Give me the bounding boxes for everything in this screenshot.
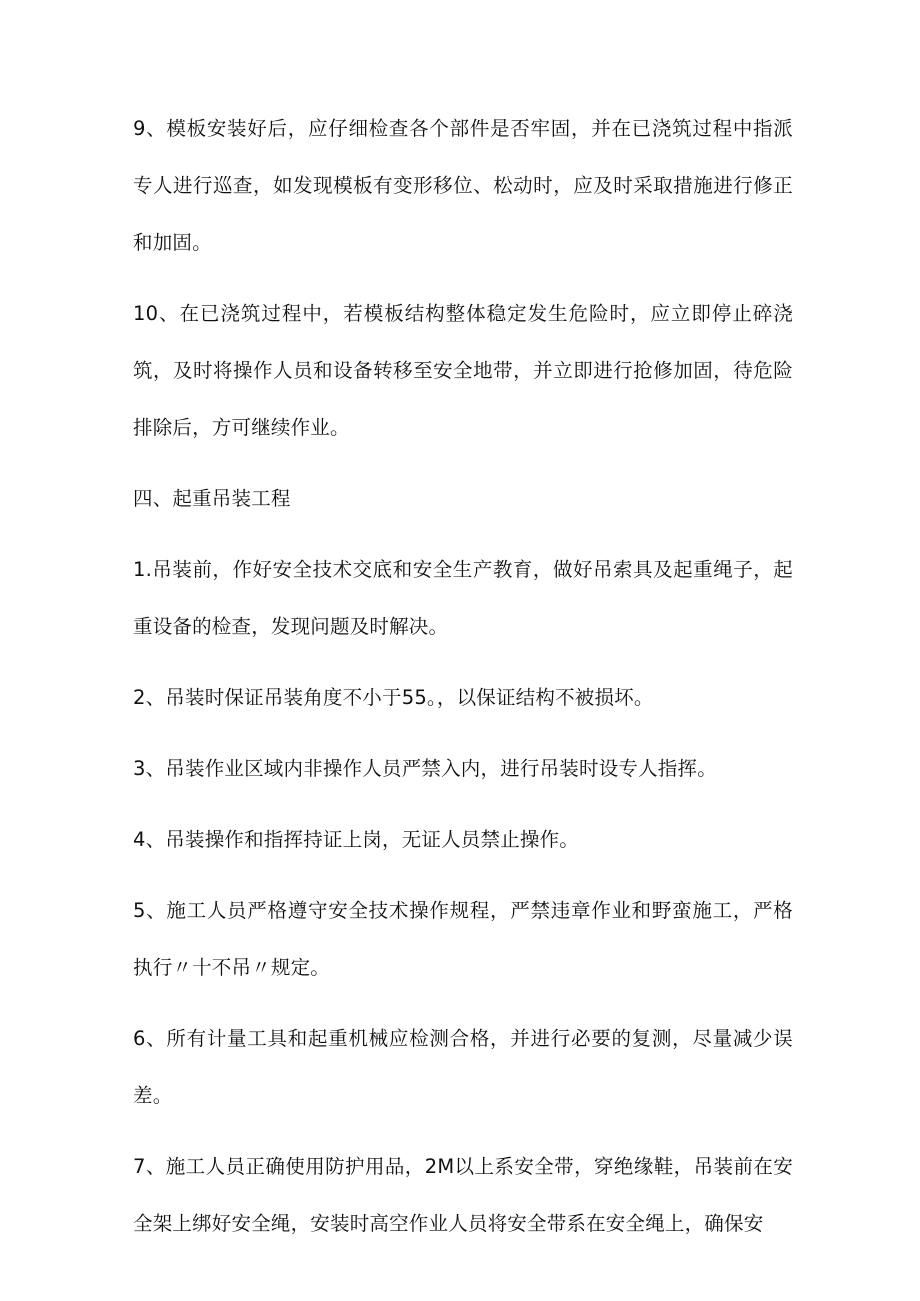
paragraph-item-3: 3、吊装作业区域内非操作人员严禁入内，进行吊装时设专人指挥。: [133, 757, 717, 780]
paragraph-item-5: 5、施工人员严格遵守安全技术操作规程，严禁违章作业和野蛮施工，严格执行〃十不吊〃规定。: [133, 899, 793, 979]
paragraph-item-7: 7、施工人员正确使用防护用品，2M以上系安全带，穿绝缘鞋，吊装前在安全架上绑好安全绳，安装时高空作业人员将安全带系在安全绳上，确保安: [133, 1155, 793, 1235]
paragraph-item-1: 1.吊装前，作好安全技术交底和安全生产教育，做好吊索具及起重绳子，起重设备的检查，发现问题及时解决。: [133, 558, 793, 638]
paragraph-item-4: 4、吊装操作和指挥持证上岗，无证人员禁止操作。: [133, 828, 580, 851]
paragraph-item-9: 9、模板安装好后，应仔细检查各个部件是否牢固，并在已浇筑过程中指派专人进行巡查，如发现模板有变形移位、松动时，应及时采取措施进行修正和加固。: [133, 117, 793, 254]
paragraph-item-2: 2、吊装时保证吊装角度不小于55。，以保证结构不被损坏。: [133, 686, 654, 709]
paragraph-item-10: 10、在已浇筑过程中，若模板结构整体稳定发生危险时，应立即停止碎浇筑，及时将操作人员和设备转移至安全地带，并立即进行抢修加固，待危险排除后，方可继续作业。: [133, 302, 793, 439]
paragraph-item-6: 6、所有计量工具和起重机械应检测合格，并进行必要的复测，尽量减少误差。: [133, 1027, 793, 1107]
section-heading-lifting-works: 四、起重吊装工程: [133, 487, 291, 510]
document-body: [133, 100, 793, 1266]
